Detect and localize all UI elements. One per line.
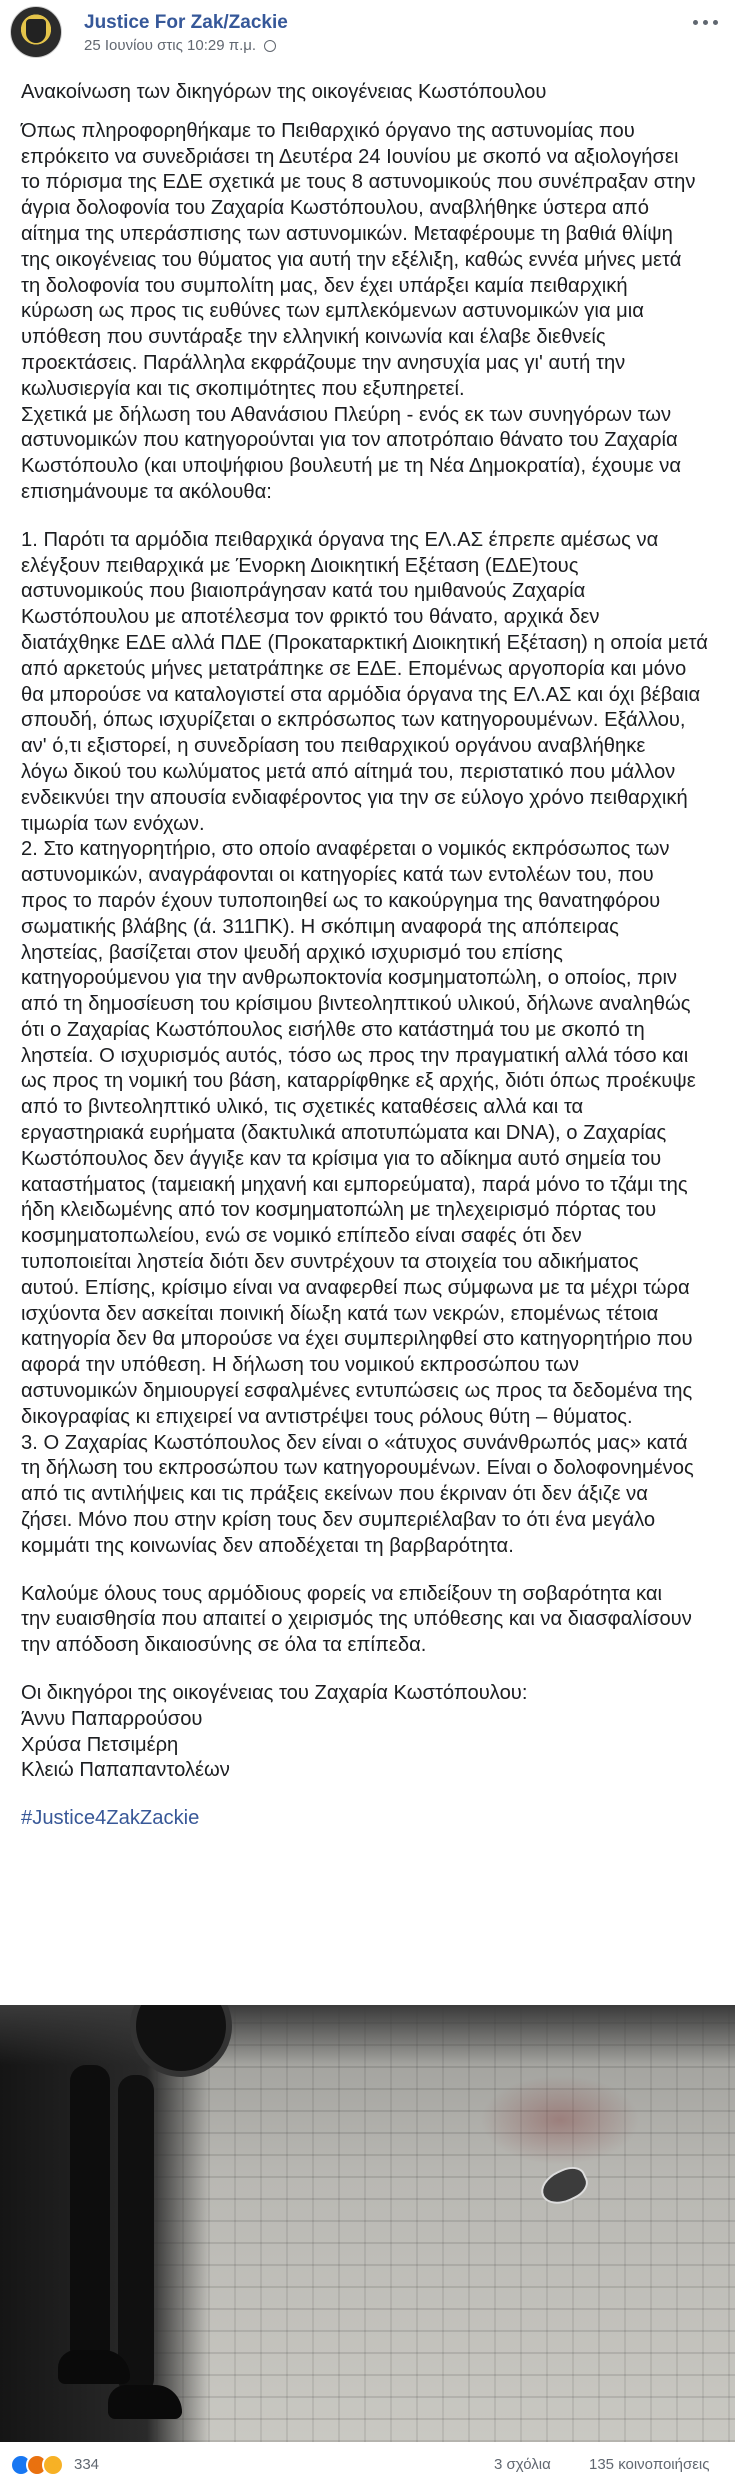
shares-count-link[interactable]: 135 κοινοποιήσεις bbox=[589, 2456, 710, 2473]
text-line: τη δολοφονία του συμπολίτη μας, δεν έχει υπάρξει καμία πειθαρχική bbox=[21, 274, 628, 297]
page-name-link[interactable]: Justice For Zak/Zackie bbox=[84, 12, 288, 33]
text-line: κύρωση ως προς τις ευθύνες των εμπλεκόμενων αστυνομικών για μια bbox=[21, 300, 644, 323]
text-line: καταστήματος (ταμειακή μηχανή και εμπορεύματα), παρά μόνο το τζάμι της bbox=[21, 1173, 688, 1196]
post-title-text: Ανακοίνωση των δικηγόρων της οικογένειας Κωστόπουλου bbox=[21, 81, 547, 103]
text-line: Κωστόπουλου με αποτέλεσμα τον φρικτό του θάνατο, αρχικά δεν bbox=[21, 606, 600, 629]
text-line: τιμωρία των ενόχων. bbox=[21, 812, 205, 835]
post-title bbox=[21, 80, 716, 106]
text-line: αν' ό,τι εξιστορεί, η συνεδρίαση του πειθαρχικού οργάνου αναβλήθηκε bbox=[21, 735, 646, 758]
more-options-icon[interactable] bbox=[691, 14, 721, 30]
post-text bbox=[21, 80, 716, 1832]
post-footer bbox=[0, 2442, 735, 2489]
text-line: αστυνομικούς που βιαιοπράγησαν κατά του ημιθανούς Ζαχαρία bbox=[21, 580, 586, 603]
text-line: τυποποιείται ληστεία διότι δεν συντρέχουν τα στοιχεία του αδικήματος bbox=[21, 1251, 639, 1274]
text-line: ελέγξουν πειθαρχικά με Ένορκη Διοικητική Εξέταση (ΕΔΕ)τους bbox=[21, 554, 579, 577]
text-line: ζήσει. Μόνο που στην κρίση τους δεν συμπεριέλαβαν το ότι ένα μεγάλο bbox=[21, 1509, 656, 1532]
text-line: επισημάνουμε τα ακόλουθα: bbox=[21, 480, 272, 503]
text-line: διατάχθηκε ΕΔΕ αλλά ΠΔΕ (Προκαταρκτική Διοικητική Εξέταση) η οποία μετά bbox=[21, 631, 708, 654]
shoe-on-ground bbox=[535, 2161, 592, 2210]
text-line: της οικογένειας του θύματος για αυτή την εξέλιξη, καθώς εννέα μήνες μετά bbox=[21, 248, 682, 271]
text-line: από αρκετούς μήνες μετατράπηκε σε ΕΔΕ. Επομένως αργοπορία και μόνο bbox=[21, 657, 687, 680]
text-line: το πόρισμα της ΕΔΕ σχετικά με τους 8 αστυνομικούς που συνέπραξαν στην bbox=[21, 171, 696, 194]
text-line: ληστεία. Ο ισχυρισμός αυτός, τόσο ως προς την πραγματική αλλά τόσο και bbox=[21, 1044, 689, 1067]
comments-count-link[interactable]: 3 σχόλια bbox=[494, 2456, 551, 2473]
text-line: την ευαισθησία που απαιτεί ο χειρισμός της υπόθεσης και να διασφαλίσουν bbox=[21, 1608, 692, 1631]
text-line: από το βιντεοληπτικό υλικό, τις σχετικές καταθέσεις αλλά και τα bbox=[21, 1096, 584, 1119]
timestamp-text[interactable]: 25 Ιουνίου στις 10:29 π.μ. bbox=[84, 37, 257, 54]
text-line: τη δήλωση του εκπροσώπου των κατηγορουμένων. Είναι ο δολοφονημένος bbox=[21, 1457, 694, 1480]
text-line: κατηγορία δεν θα μπορούσε να έχει συμπεριληφθεί στο κατηγορητήριο που bbox=[21, 1328, 693, 1351]
text-line: σπουδή, όπως ισχυρίζεται ο εκπρόσωπος των κατηγορουμένων. Εξάλλου, bbox=[21, 709, 686, 732]
text-line: 2. Στο κατηγορητήριο, στο οποίο αναφέρεται ο νομικός εκπρόσωπος των bbox=[21, 838, 670, 861]
post-photo[interactable] bbox=[0, 2005, 735, 2442]
text-line: σωματικής βλάβης (ά. 311ΠΚ). Η σκόπιμη αναφορά της απόπειρας bbox=[21, 915, 619, 938]
text-line: ως προς τη νομική του βάση, καταρρίφθηκε εξ αρχής, διότι όπως προέκυψε bbox=[21, 1070, 696, 1093]
text-line: Χρύσα Πετσιμέρη bbox=[21, 1733, 179, 1756]
text-line: από τις αντιλήψεις και τις πράξεις εκείνων που έκριναν ότι δεν άξιζε να bbox=[21, 1483, 648, 1506]
text-line: Κλειώ Παπαπαντολέων bbox=[21, 1759, 230, 1782]
text-line: Όπως πληροφορηθήκαμε το Πειθαρχικό όργανο της αστυνομίας που bbox=[21, 119, 635, 142]
page-avatar[interactable] bbox=[10, 6, 62, 58]
text-line: 1. Παρότι τα αρμόδια πειθαρχικά όργανα της ΕΛ.ΑΣ έπρεπε αμέσως να bbox=[21, 528, 659, 551]
text-line: προς το παρόν έχουν τυποποιηθεί ως το κακούργημα της θανατηφόρου bbox=[21, 889, 661, 912]
blood-stain bbox=[480, 2075, 640, 2165]
text-line: αίτημα της υπεράσπισης των αστυνομικών. Μεταφέρουμε τη βαθιά θλίψη bbox=[21, 222, 673, 245]
text-line: θα μπορούσε να καταλογιστεί στα αρμόδια όργανα της ΕΛ.ΑΣ και όχι βέβαια bbox=[21, 683, 701, 706]
text-line: αστυνομικών, αναγράφονται οι κατηγορίες κατά των εντολέων του, που bbox=[21, 864, 654, 887]
text-line: άγρια δολοφονία του Ζαχαρία Κωστόπουλου, αναβλήθηκε ύστερα από bbox=[21, 197, 649, 220]
text-line: αστυνομικών που κατηγορούνται για τον αποτρόπαιο θάνατο του Ζαχαρία bbox=[21, 429, 678, 452]
text-line: Άννυ Παπαρρούσου bbox=[21, 1707, 203, 1730]
paragraph-points bbox=[21, 528, 716, 1560]
paragraph-signatures bbox=[21, 1681, 716, 1784]
text-line: υπόθεση που συντάραξε την ελληνική κοινωνία και έλαβε διεθνείς bbox=[21, 326, 606, 349]
text-line: ισχύοντα δεν ασκείται ποινική δίωξη κατά των νεκρών, επομένως τέτοια bbox=[21, 1302, 659, 1325]
paragraph-intro bbox=[21, 119, 716, 506]
text-line: αφορά την υπόθεση. Η δήλωση του νομικού εκπροσώπου των bbox=[21, 1354, 579, 1377]
text-line: ενδεικνύει την απουσία ενδιαφέροντος για την σε εύλογο χρόνο πειθαρχική bbox=[21, 786, 688, 809]
text-line: Σχετικά με δήλωση του Αθανάσιου Πλεύρη - ενός εκ των συνηγόρων των bbox=[21, 403, 672, 426]
text-line: κωλυσιεργία και τις σκοπιμότητες που εξυπηρετεί. bbox=[21, 377, 465, 400]
text-line: λόγω δικού του κωλύματος μετά από αίτημά του, περιστατικό που μάλλον bbox=[21, 760, 676, 783]
text-line: Καλούμε όλους τους αρμόδιους φορείς να επιδείξουν τη σοβαρότητα και bbox=[21, 1582, 663, 1605]
text-line: αυτού. Επίσης, κρίσιμο είναι να αναφερθεί πως σύμφωνα με τα μέχρι τώρα bbox=[21, 1276, 690, 1299]
text-line: την απόδοση δικαιοσύνης σε όλα τα επίπεδα. bbox=[21, 1634, 427, 1657]
text-line: δικογραφίας κι επιχειρεί να αντιστρέψει τους ρόλους θύτη – θύματος. bbox=[21, 1405, 633, 1428]
text-line: εργαστηριακά ευρήματα (δακτυλικά αποτυπώματα και DNA), ο Ζαχαρίας bbox=[21, 1122, 667, 1145]
text-line: αστυνομικών δημιουργεί εσφαλμένες εντυπώσεις ως προς τα δεδομένα της bbox=[21, 1380, 693, 1403]
text-line: Κωστόπουλος δεν άγγιξε καν τα κρίσιμα για το αδίκημα αυτό σημεία του bbox=[21, 1147, 662, 1170]
text-line: κατηγορούμενου για την ανθρωποκτονία κοσμηματοπώλη, ο οποίος, πριν bbox=[21, 967, 678, 990]
hashtag-link[interactable]: #Justice4ZakZackie bbox=[21, 1807, 200, 1830]
text-line: από τη δημοσίευση του κρίσιμου βιντεοληπτικού υλικού, δήλωνε αναληθώς bbox=[21, 993, 691, 1016]
paragraph-call bbox=[21, 1582, 716, 1659]
text-line: Κωστόπουλο (και υποψήφιου βουλευτή με τη Νέα Δημοκρατία), έχουμε να bbox=[21, 455, 682, 478]
text-line: προεκτάσεις. Παράλληλα εκφράζουμε την ανησυχία μας γι' αυτή την bbox=[21, 351, 626, 374]
post-header bbox=[0, 0, 735, 70]
sad-icon bbox=[42, 2454, 64, 2476]
globe-icon bbox=[264, 40, 276, 52]
text-line: κομμάτι της κοινωνίας δεν αποδέχεται τη βαρβαρότητα. bbox=[21, 1534, 514, 1557]
text-line: κοσμηματοπωλείου, ενώ σε νομικό επίπεδο είναι σαφές ότι δεν bbox=[21, 1225, 582, 1248]
text-line: επρόκειτο να συνεδριάσει τη Δευτέρα 24 Ιουνίου με σκοπό να αξιολογήσει bbox=[21, 145, 679, 168]
text-line: ότι ο Ζαχαρίας Κωστόπουλος εισήλθε στο κατάστημά του με σκοπό τη bbox=[21, 1018, 645, 1041]
text-line: 3. Ο Ζαχαρίας Κωστόπουλος δεν είναι ο «άτυχος συνάνθρωπός μας» κατά bbox=[21, 1431, 688, 1454]
post-timestamp[interactable] bbox=[84, 37, 276, 54]
text-line: ήδη κλειδωμένης από τον κοσμηματοπώλη με τηλεχειρισμό πόρτας του bbox=[21, 1199, 657, 1222]
text-line: Οι δικηγόροι της οικογένειας του Ζαχαρία Κωστόπουλου: bbox=[21, 1682, 528, 1705]
text-line: ληστείας, βασίζεται στον ψευδή αρχικό ισχυρισμό του επίσης bbox=[21, 941, 563, 964]
reaction-count[interactable]: 334 bbox=[74, 2456, 100, 2473]
